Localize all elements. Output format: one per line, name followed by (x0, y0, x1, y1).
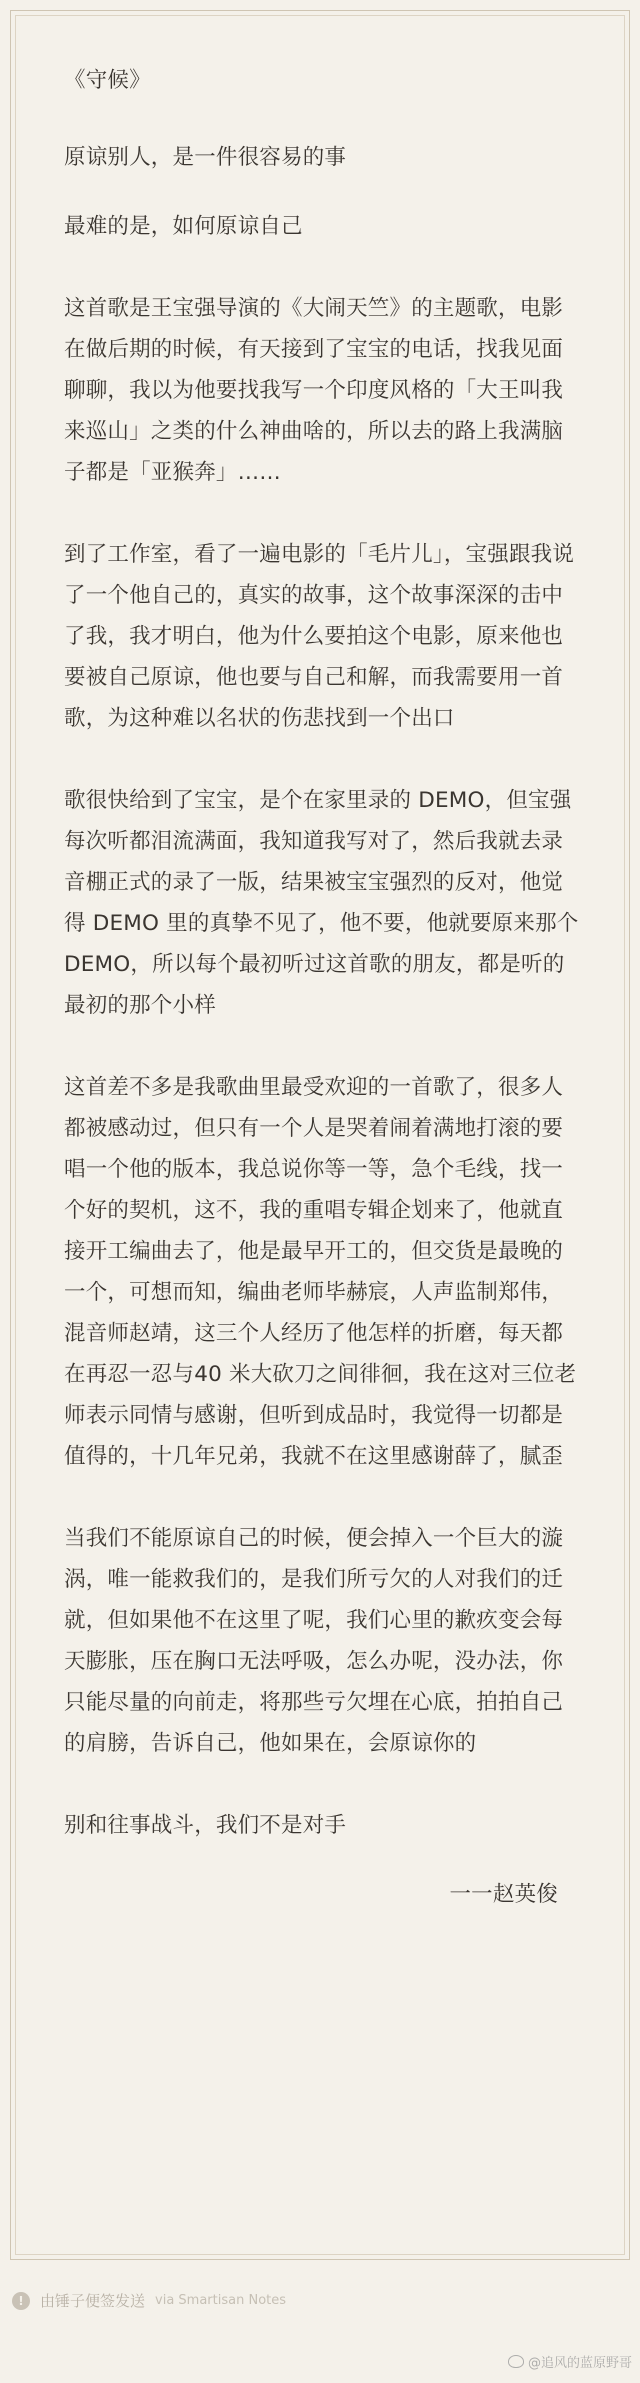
note-paragraph-8: 别和往事战斗，我们不是对手 (64, 1813, 347, 1838)
note-paragraph-3: 这首歌是王宝强导演的《大闹天竺》的主题歌，电影在做后期的时候，有天接到了宝宝的电话，找我见面聊聊，我以为他要找我写一个印度风格的「大王叫我来巡山」之类的什么神曲啥的，所以去的路上我满脑子都是「亚猴奔」…… (64, 296, 564, 485)
note-title: 《守候》 (64, 68, 151, 93)
note-footer (12, 2290, 286, 2311)
note-paragraph-5: 歌很快给到了宝宝，是个在家里录的 DEMO，但宝强每次听都泪流满面，我知道我写对了，然后我就去录音棚正式的录了一版，结果被宝宝强烈的反对，他觉得 DEMO 里的真挚不见了，他不要，他就要原来那个 DEMO，所以每个最初听过这首歌的朋友，都是听的最初的那个小样 (64, 788, 579, 1018)
watermark-text: @追风的蓝原野哥 (527, 2356, 632, 2371)
note-paragraph-6: 这首差不多是我歌曲里最受欢迎的一首歌了，很多人都被感动过，但只有一个人是哭着闹着满地打滚的要唱一个他的版本，我总说你等一等，急个毛线，找一个好的契机，这不，我的重唱专辑企划来了，他就直接开工编曲去了，他是最早开工的，但交货是最晚的一个，可想而知，编曲老师毕赫宸，人声监制郑伟，混音师赵靖，这三个人经历了他怎样的折磨，每天都在再忍一忍与40 米大砍刀之间徘徊，我在这对三位老师表示同情与感谢，但听到成品时，我觉得一切都是值得的，十几年兄弟，我就不在这里感谢薛了，腻歪 (64, 1075, 577, 1469)
note-signature: 一一赵英俊 (449, 1882, 558, 1907)
weibo-icon (508, 2355, 524, 2368)
note-paragraph-2: 最难的是，如何原谅自己 (64, 214, 303, 239)
note-body (64, 60, 584, 1915)
note-paragraph-1: 原谅别人，是一件很容易的事 (64, 145, 347, 170)
weibo-watermark (508, 2352, 632, 2371)
note-paragraph-4: 到了工作室，看了一遍电影的「毛片儿」，宝强跟我说了一个他自己的，真实的故事，这个故事深深的击中了我，我才明白，他为什么要拍这个电影，原来他也要被自己原谅，他也要与自己和解，而我需要用一首歌，为这种难以名状的伤悲找到一个出口 (64, 542, 575, 731)
footer-sent-from: 由锤子便签发送 (40, 2292, 146, 2310)
footer-via: via Smartisan Notes (155, 2293, 287, 2308)
info-icon: ! (12, 2292, 30, 2310)
note-paragraph-7: 当我们不能原谅自己的时候，便会掉入一个巨大的漩涡，唯一能救我们的，是我们所亏欠的人对我们的迁就，但如果他不在这里了呢，我们心里的歉疚变会每天膨胀，压在胸口无法呼吸，怎么办呢，没办法，你只能尽量的向前走，将那些亏欠埋在心底，拍拍自己的肩膀，告诉自己，他如果在，会原谅你的 (64, 1526, 564, 1756)
